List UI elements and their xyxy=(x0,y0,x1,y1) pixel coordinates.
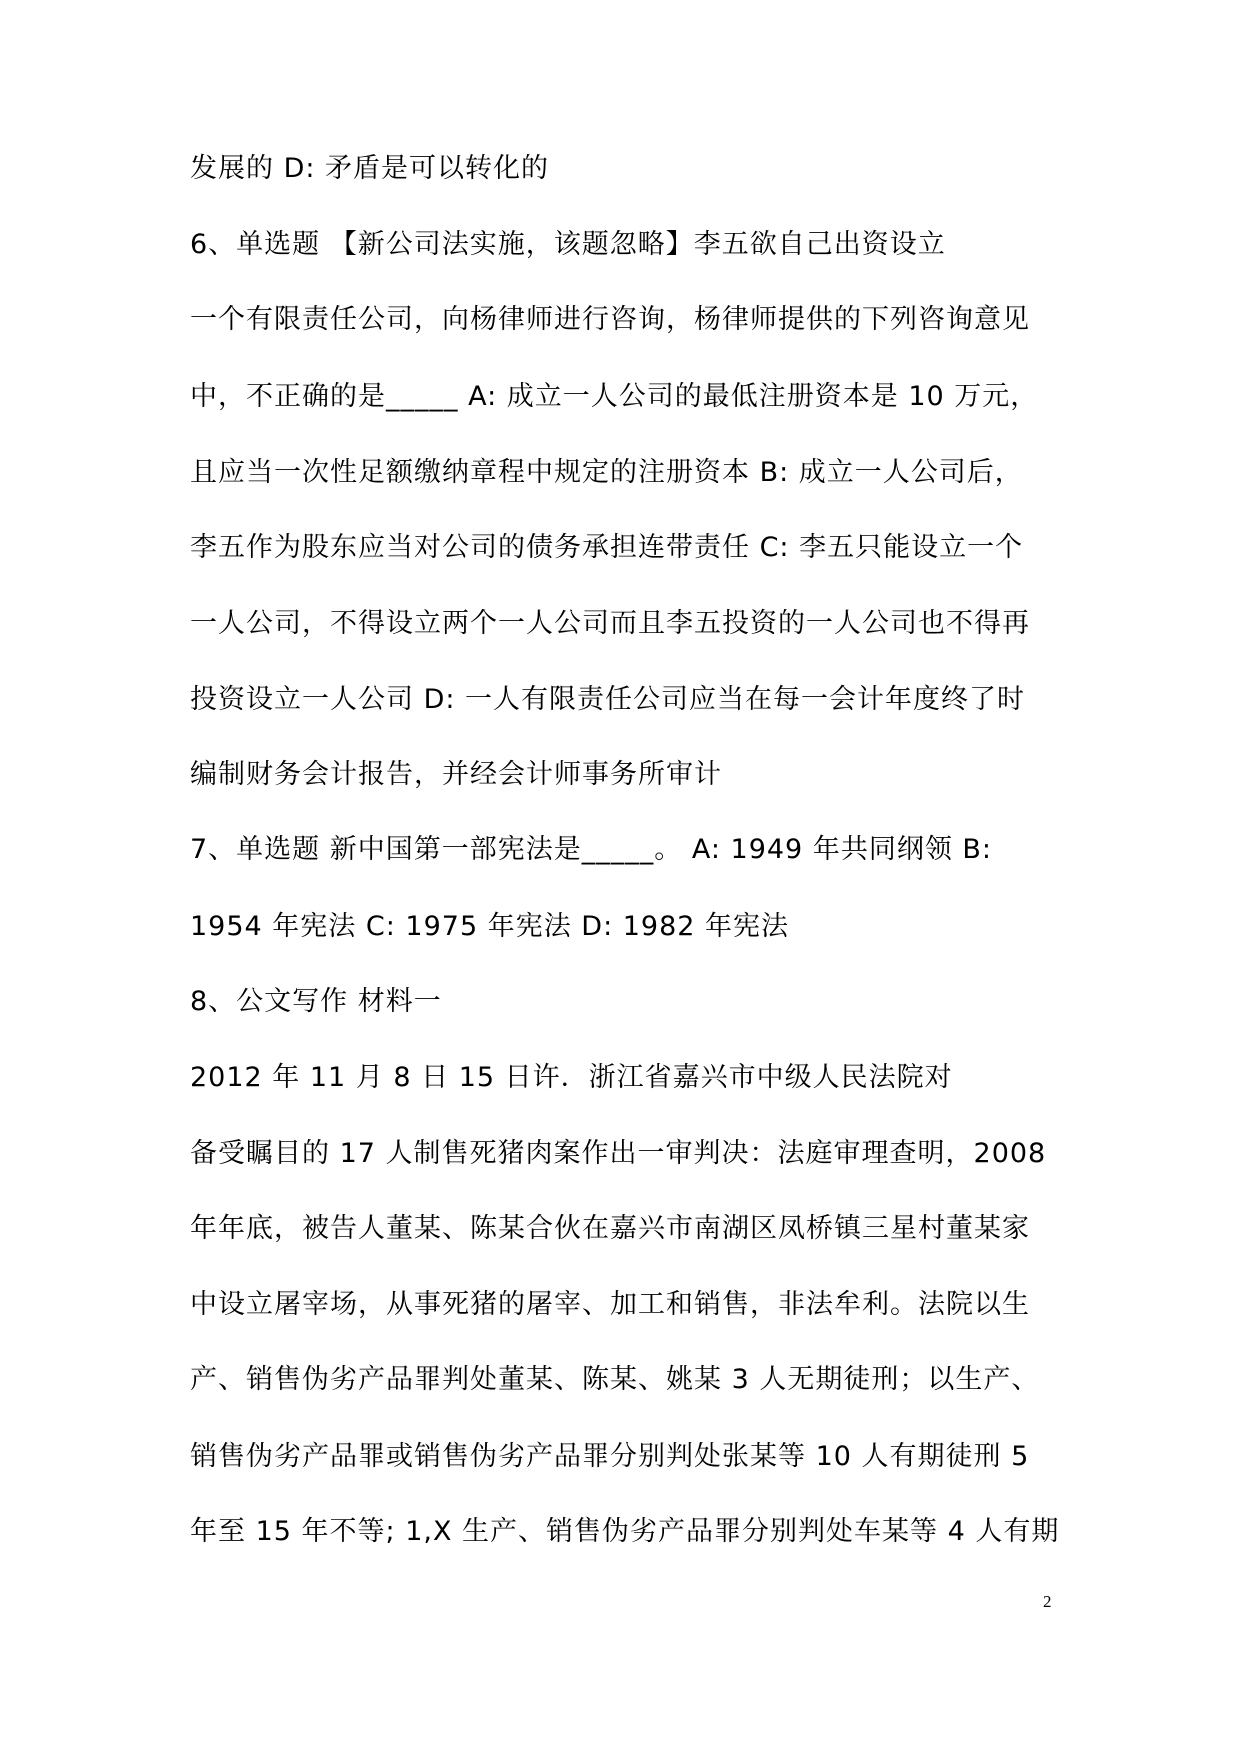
text-line: 年至 15 年不等; 1,X 生产、销售伪劣产品罪分别判处车某等 4 人有期 xyxy=(190,1516,1060,1547)
question-7-heading: 7、单选题 新中国第一部宪法是_____。 A: 1949 年共同纲领 B: xyxy=(190,834,993,865)
text-line: 且应当一次性足额缴纳章程中规定的注册资本 B: 成立一人公司后， xyxy=(190,457,1023,488)
text-line: 编制财务会计报告，并经会计师事务所审计 xyxy=(190,759,722,790)
text-line: 销售伪劣产品罪或销售伪劣产品罪分别判处张某等 10 人有期徒刑 5 xyxy=(190,1441,1030,1472)
text-line: 发展的 D: 矛盾是可以转化的 xyxy=(190,153,550,184)
text-line: 投资设立一人公司 D: 一人有限责任公司应当在每一会计年度终了时 xyxy=(190,684,1026,715)
text-line: 一个有限责任公司，向杨律师进行咨询，杨律师提供的下列咨询意见 xyxy=(190,304,1030,335)
text-line: 中，不正确的是_____ A: 成立一人公司的最低注册资本是 10 万元， xyxy=(190,381,1039,412)
text-line: 李五作为股东应当对公司的债务承担连带责任 C: 李五只能设立一个 xyxy=(190,532,1024,563)
text-line: 1954 年宪法 C: 1975 年宪法 D: 1982 年宪法 xyxy=(190,911,790,942)
text-line: 产、销售伪劣产品罪判处董某、陈某、姚某 3 人无期徒刑；以生产、 xyxy=(190,1364,1040,1395)
text-line: 年年底，被告人董某、陈某合伙在嘉兴市南湖区凤桥镇三星村董某家 xyxy=(190,1213,1030,1244)
question-6-heading: 6、单选题 【新公司法实施，该题忽略】李五欲自己出资设立 xyxy=(190,229,946,260)
text-line: 中设立屠宰场，从事死猪的屠宰、加工和销售，非法牟利。法院以生 xyxy=(190,1289,1030,1320)
page-number: 2 xyxy=(1043,1592,1052,1611)
question-8-heading: 8、公文写作 材料一 xyxy=(190,986,442,1017)
text-line: 一人公司，不得设立两个一人公司而且李五投资的一人公司也不得再 xyxy=(190,608,1030,639)
text-line: 2012 年 11 月 8 日 15 日许．浙江省嘉兴市中级人民法院对 xyxy=(190,1062,953,1093)
text-line: 备受瞩目的 17 人制售死猪肉案作出一审判决：法庭审理查明，2008 xyxy=(190,1138,1047,1169)
